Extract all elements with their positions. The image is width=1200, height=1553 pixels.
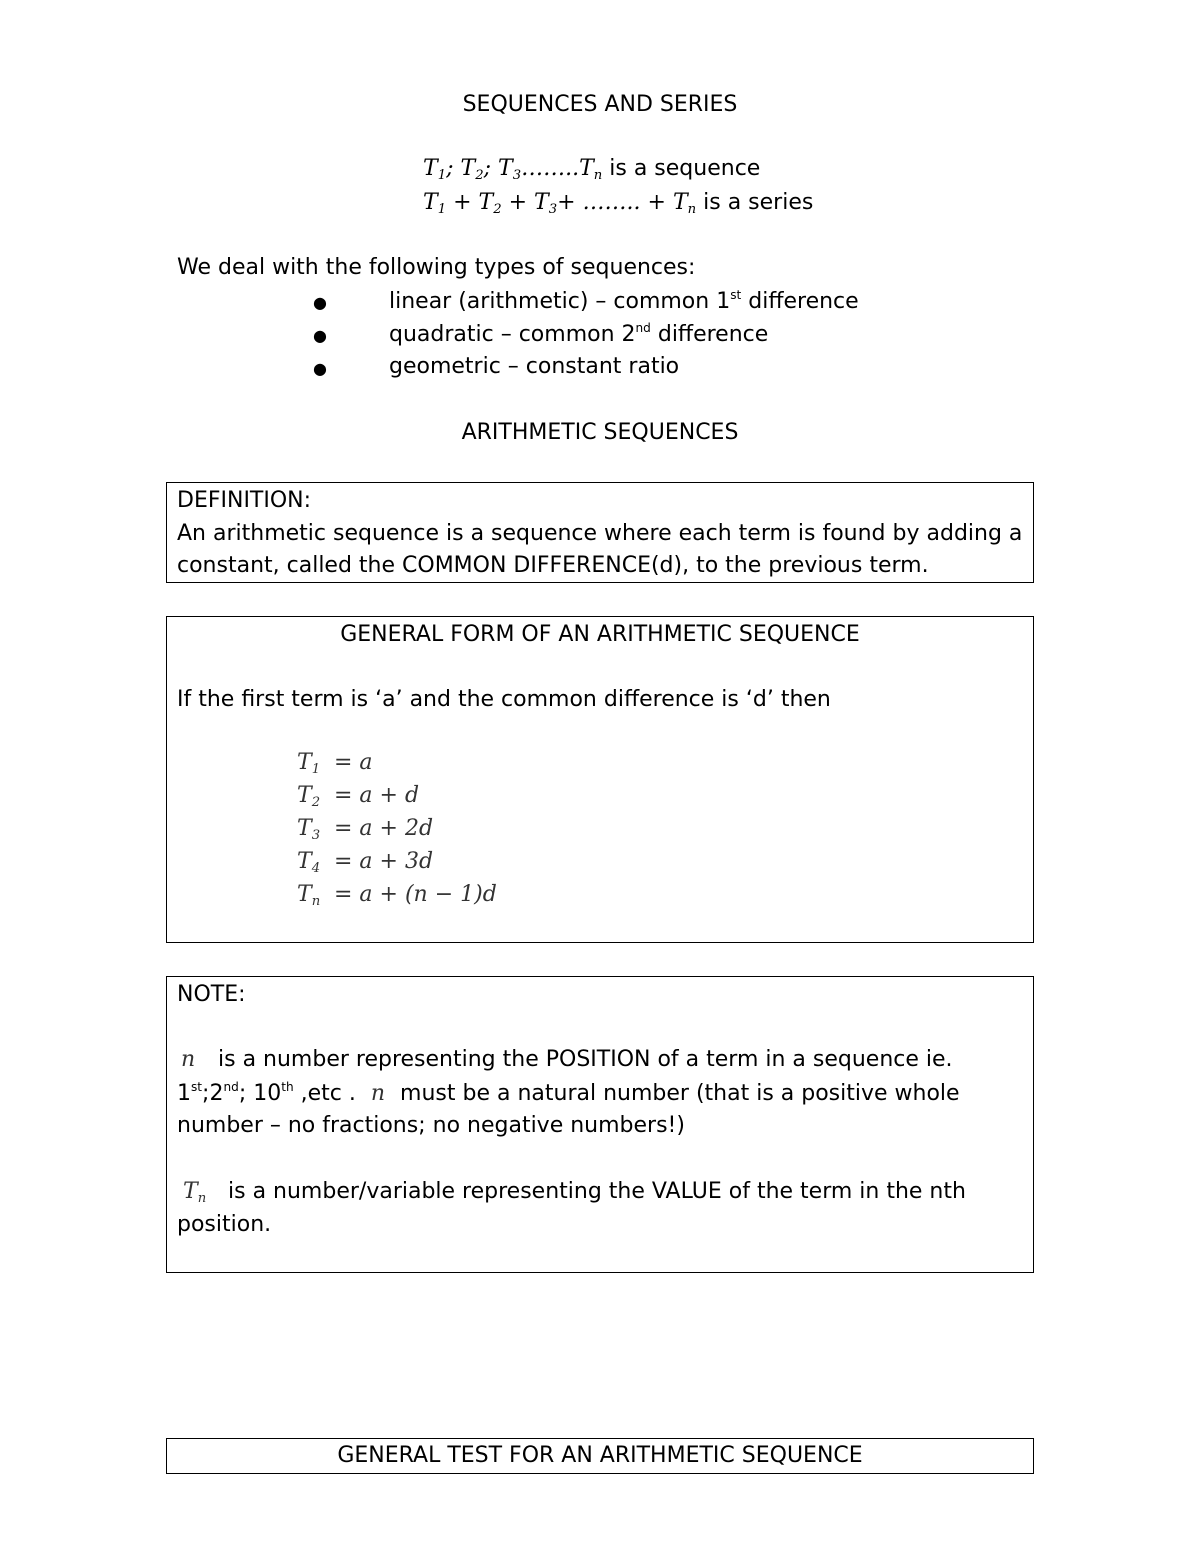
note-line: 1st;2nd; 10th ,etc . n must be a natural number (that is a positive whole	[177, 1080, 960, 1106]
note-heading: NOTE:	[177, 982, 246, 1007]
equation-lhs: $T_4$	[297, 849, 321, 876]
section-title: ARITHMETIC SEQUENCES	[461, 420, 739, 445]
general-test-heading: GENERAL TEST FOR AN ARITHMETIC SEQUENCE	[337, 1443, 863, 1468]
definition-box	[166, 482, 1034, 583]
bullet-icon: ●	[313, 326, 327, 345]
sequence-expression: $T_1$; $T_2$; $T_3\dots\dots..T_n$	[423, 156, 603, 183]
bullet-icon: ●	[313, 293, 327, 312]
types-intro: We deal with the following types of sequences:	[177, 255, 696, 280]
series-expression: $T_1 + T_2 + T_3+$ …….. + $T_n$	[423, 190, 697, 217]
bullet-icon: ●	[313, 359, 327, 378]
equation-lhs: $T_3$	[297, 816, 321, 843]
sequence-line	[423, 156, 760, 183]
equation-lhs: $T_2$	[297, 783, 321, 810]
equation-lhs: $T_1$	[297, 750, 321, 777]
definition-line: An arithmetic sequence is a sequence where each term is found by adding a	[177, 521, 1023, 546]
equation-rhs: = a	[334, 750, 373, 775]
list-item: linear (arithmetic) – common 1st difference	[389, 288, 859, 314]
equation-rhs: = a + d	[334, 783, 420, 808]
definition-heading: DEFINITION:	[177, 488, 312, 513]
note-line: n is a number representing the POSITION of a term in a sequence ie.	[181, 1047, 953, 1072]
equation-rhs: = a + 2d	[334, 816, 434, 841]
note-box	[166, 976, 1034, 1273]
series-label: is a series	[703, 190, 814, 215]
definition-line: constant, called the COMMON DIFFERENCE(d), to the previous term.	[177, 553, 929, 578]
sequence-label: is a sequence	[609, 156, 761, 181]
equation-rhs: = a + 3d	[334, 849, 434, 874]
note-line: number – no fractions; no negative numbers!)	[177, 1113, 685, 1138]
list-item: quadratic – common 2nd difference	[389, 321, 769, 347]
series-line	[423, 190, 813, 217]
page-title: SEQUENCES AND SERIES	[462, 92, 738, 117]
equation-lhs: $T_n$	[297, 882, 321, 909]
general-test-box	[166, 1438, 1034, 1474]
general-form-intro: If the first term is ‘a’ and the common difference is ‘d’ then	[177, 687, 831, 712]
general-form-heading: GENERAL FORM OF AN ARITHMETIC SEQUENCE	[340, 622, 860, 647]
note-line: $T_n$ is a number/variable representing the VALUE of the term in the nth	[183, 1179, 966, 1206]
note-line: position.	[177, 1212, 272, 1237]
list-item: geometric – constant ratio	[389, 354, 680, 379]
equation-rhs: = a + (n − 1)d	[334, 882, 497, 907]
